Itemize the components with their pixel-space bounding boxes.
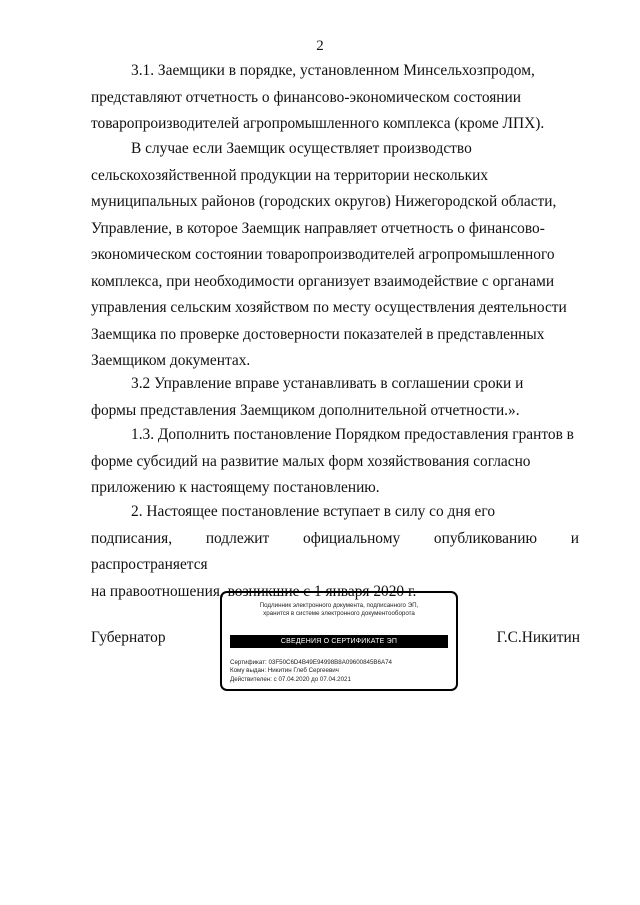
text-line: на правоотношения, возникшие с 1 января 2020 г.: [91, 582, 417, 600]
signer-name: Г.С.Никитин: [496, 629, 580, 646]
stamp-header-line: Подлинник электронного документа, подписанного ЭП,: [259, 602, 419, 609]
electronic-signature-stamp: [220, 591, 458, 691]
text-line: комплекса, при необходимости организует взаимодействие с органами: [91, 272, 555, 290]
text-line: формы представления Заемщиком дополнительной отчетности.».: [91, 401, 520, 419]
text-line: управления сельским хозяйством по месту осуществления деятельности: [91, 299, 567, 316]
stamp-header: [222, 602, 456, 618]
text-line: подписания, подлежит официальному опубликованию и распространяется: [91, 529, 579, 573]
text-line: экономическом состоянии товаропроизводителей агропромышленного: [91, 246, 555, 263]
stamp-validity: Действителен: с 07.04.2020 до 07.04.2021: [230, 675, 351, 683]
text-line: товаропроизводителей агропромышленного комплекса (кроме ЛПХ).: [91, 115, 545, 132]
text-line: 3.2 Управление вправе устанавливать в соглашении сроки и: [131, 375, 524, 392]
page-number: 2: [316, 38, 324, 54]
paragraph-2: [91, 499, 579, 605]
text-line: Заемщиком документах.: [91, 352, 251, 369]
text-line: В случае если Заемщик осуществляет производство: [131, 140, 472, 157]
paragraph-case: [91, 136, 579, 375]
stamp-details: [230, 659, 450, 684]
paragraph-1-3: [91, 422, 579, 502]
paragraph-3-1: [91, 58, 579, 138]
paragraph-3-2: [91, 371, 579, 424]
text-line: приложению к настоящему постановлению.: [91, 479, 380, 496]
text-line: форме субсидий на развитие малых форм хозяйствования согласно: [91, 452, 531, 470]
text-line: Управление, в которое Заемщик направляет отчетность о финансово-: [91, 219, 545, 237]
signer-position: Губернатор: [91, 629, 166, 646]
text-line: муниципальных районов (городских округов) Нижегородской области,: [91, 193, 557, 210]
stamp-header-line: хранится в системе электронного документооборота: [263, 610, 415, 617]
text-line: 3.1. Заемщики в порядке, установленном Минсельхозпродом,: [131, 62, 535, 79]
text-line: сельскохозяйственной продукции на территории нескольких: [91, 166, 489, 184]
text-line: 1.3. Дополнить постановление Порядком предоставления грантов в: [131, 426, 574, 443]
text-line: Заемщика по проверке достоверности показателей в представленных: [91, 325, 545, 343]
stamp-title: СВЕДЕНИЯ О СЕРТИФИКАТЕ ЭП: [230, 635, 448, 648]
text-line: представляют отчетность о финансово-экономическом состоянии: [91, 88, 522, 106]
stamp-certificate: Сертификат: 03F50C6D4B49E94998B8A09600845B6A74: [230, 659, 392, 666]
text-line: 2. Настоящее постановление вступает в силу со дня его: [131, 503, 496, 520]
stamp-issued-to: Кому выдан: Никитин Глеб Сергеевич: [230, 667, 339, 675]
